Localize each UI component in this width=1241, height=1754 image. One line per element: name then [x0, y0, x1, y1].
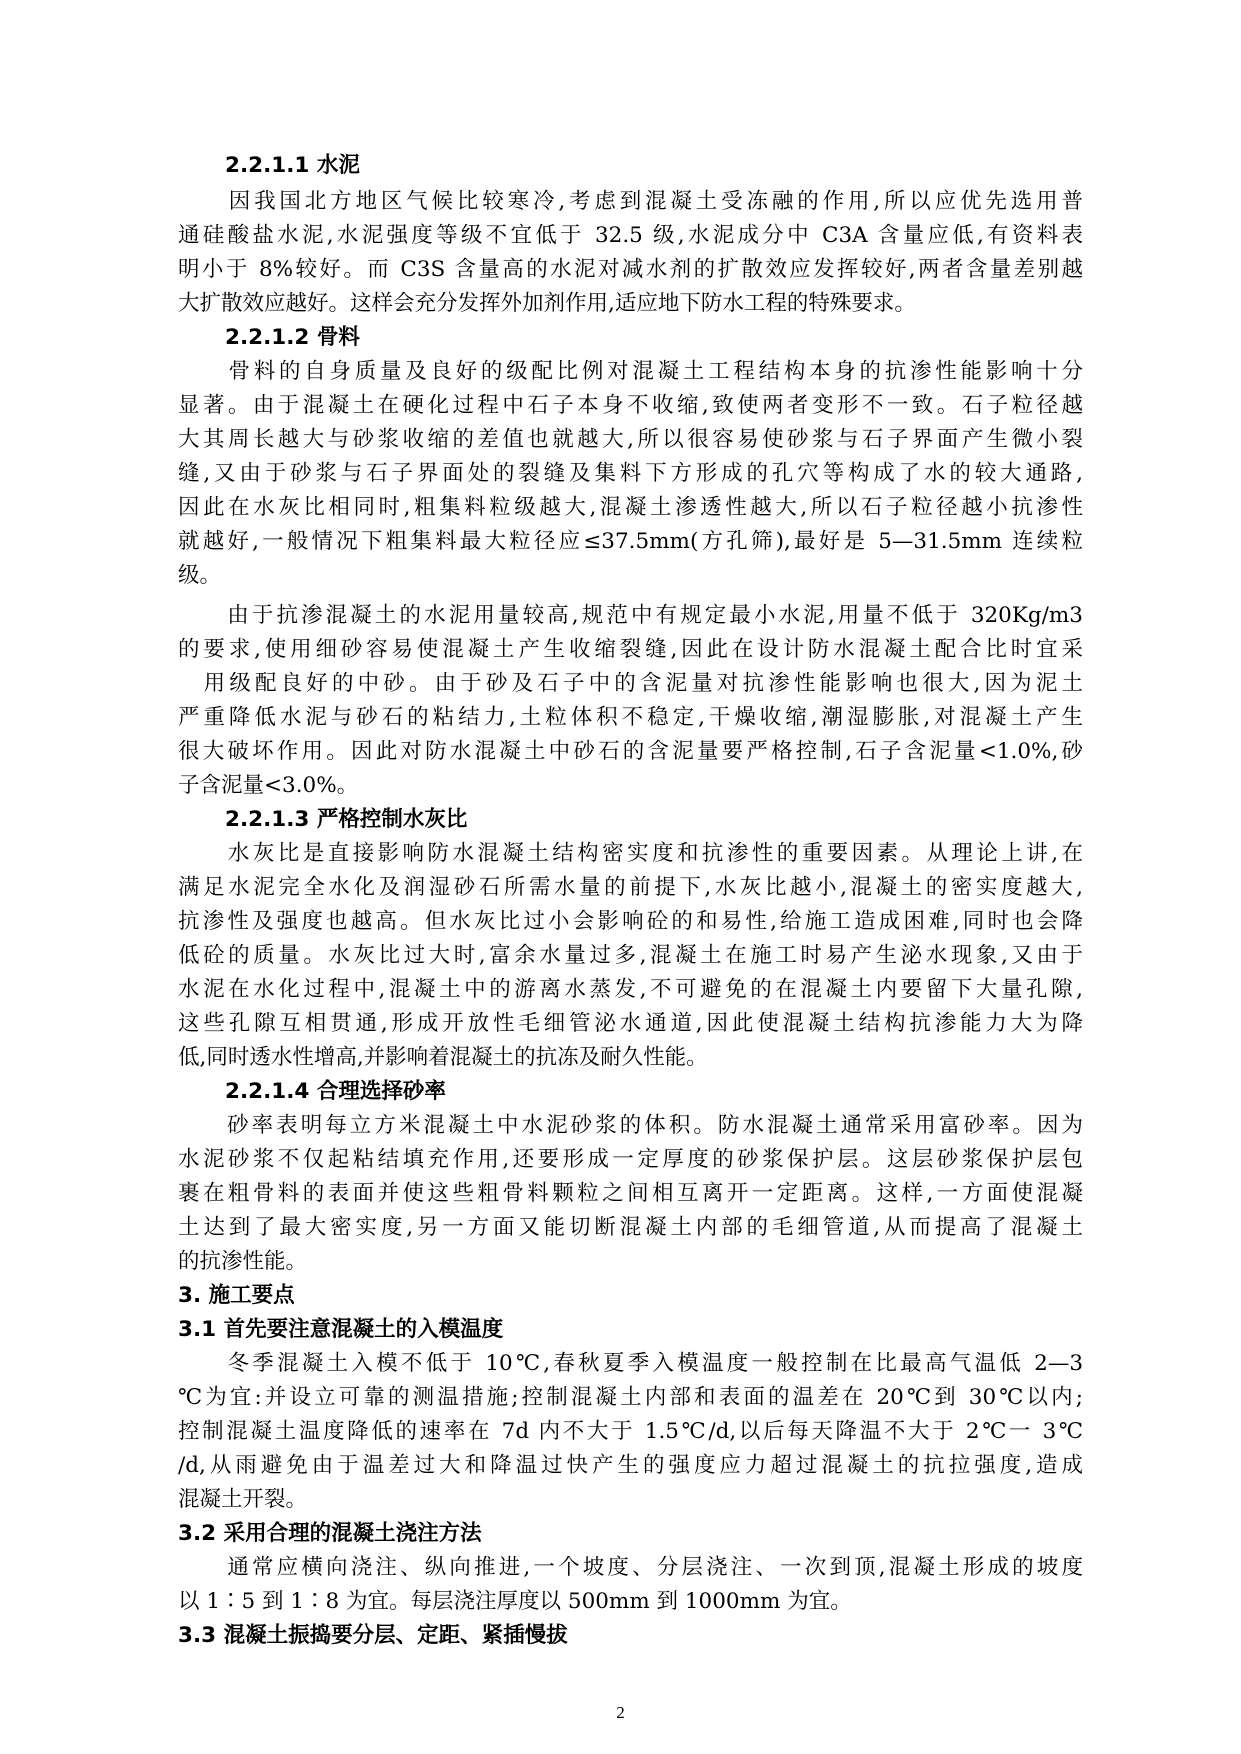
section-heading: 3. 施工要点 — [178, 1283, 295, 1308]
body-line: 明小于 8%较好。而 C3S 含量高的水泥对减水剂的扩散效应发挥较好,两者含量差别越 — [178, 257, 1083, 282]
body-line: 满足水泥完全水化及润湿砂石所需水量的前提下,水灰比越小,混凝土的密实度越大, — [178, 875, 1083, 900]
body-line: 的抗渗性能。 — [178, 1249, 308, 1274]
section-heading: 2.2.1.4 合理选择砂率 — [225, 1079, 446, 1104]
body-line: 很大破坏作用。因此对防水混凝土中砂石的含泥量要严格控制,石子含泥量<1.0%,砂 — [178, 739, 1083, 764]
body-line: 通硅酸盐水泥,水泥强度等级不宜低于 32.5 级,水泥成分中 C3A 含量应低,有资料表 — [178, 223, 1083, 248]
body-line: 骨料的自身质量及良好的级配比例对混凝土工程结构本身的抗渗性能影响十分 — [178, 359, 1083, 384]
body-line: ℃为宜:并设立可靠的测温措施;控制混凝土内部和表面的温差在 20℃到 30℃以内; — [178, 1385, 1083, 1410]
page-number: 2 — [616, 1703, 625, 1722]
body-line: 土达到了最大密实度,另一方面又能切断混凝土内部的毛细管道,从而提高了混凝土 — [178, 1215, 1083, 1240]
body-line: 子含泥量<3.0%。 — [178, 773, 359, 798]
section-heading: 2.2.1.3 严格控制水灰比 — [225, 807, 468, 832]
body-line: /d,从雨避免由于温差过大和降温过快产生的强度应力超过混凝土的抗拉强度,造成 — [178, 1453, 1083, 1478]
body-line: 大扩散效应越好。这样会充分发挥外加剂作用,适应地下防水工程的特殊要求。 — [178, 291, 916, 316]
body-line: 冬季混凝土入模不低于 10℃,春秋夏季入模温度一般控制在比最高气温低 2—3 — [178, 1351, 1083, 1376]
body-line: 的要求,使用细砂容易使混凝土产生收缩裂缝,因此在设计防水混凝土配合比时宜采 — [178, 637, 1083, 662]
body-line: 裹在粗骨料的表面并使这些粗骨料颗粒之间相互离开一定距离。这样,一方面使混凝 — [178, 1181, 1083, 1206]
section-heading: 2.2.1.2 骨料 — [225, 325, 360, 350]
body-line: 因此在水灰比相同时,粗集料粒级越大,混凝土渗透性越大,所以石子粒径越小抗渗性 — [178, 495, 1083, 520]
body-line: 低砼的质量。水灰比过大时,富余水量过多,混凝土在施工时易产生泌水现象,又由于 — [178, 943, 1083, 968]
body-line: 严重降低水泥与砂石的粘结力,土粒体积不稳定,干燥收缩,潮湿膨胀,对混凝土产生 — [178, 705, 1083, 730]
body-line: 水灰比是直接影响防水混凝土结构密实度和抗渗性的重要因素。从理论上讲,在 — [178, 841, 1083, 866]
body-line: 砂率表明每立方米混凝土中水泥砂浆的体积。防水混凝土通常采用富砂率。因为 — [178, 1113, 1083, 1138]
body-line: 以 1∶5 到 1∶8 为宜。每层浇注厚度以 500mm 到 1000mm 为宜。 — [178, 1589, 852, 1614]
body-line: 显著。由于混凝土在硬化过程中石子本身不收缩,致使两者变形不一致。石子粒径越 — [178, 393, 1083, 418]
section-heading: 3.2 采用合理的混凝土浇注方法 — [178, 1521, 482, 1546]
body-line: 用级配良好的中砂。由于砂及石子中的含泥量对抗渗性能影响也很大,因为泥土 — [178, 671, 1083, 696]
body-line: 水泥砂浆不仅起粘结填充作用,还要形成一定厚度的砂浆保护层。这层砂浆保护层包 — [178, 1147, 1083, 1172]
body-line: 这些孔隙互相贯通,形成开放性毛细管泌水通道,因此使混凝土结构抗渗能力大为降 — [178, 1011, 1083, 1036]
body-line: 抗渗性及强度也越高。但水灰比过小会影响砼的和易性,给施工造成困难,同时也会降 — [178, 909, 1083, 934]
body-line: 通常应横向浇注、纵向推进,一个坡度、分层浇注、一次到顶,混凝土形成的坡度 — [178, 1555, 1083, 1580]
body-line: 缝,又由于砂浆与石子界面处的裂缝及集料下方形成的孔穴等构成了水的较大通路, — [178, 461, 1083, 486]
body-line: 大其周长越大与砂浆收缩的差值也就越大,所以很容易使砂浆与石子界面产生微小裂 — [178, 427, 1083, 452]
body-line: 就越好,一般情况下粗集料最大粒径应≤37.5mm(方孔筛),最好是 5—31.5mm 连续粒 — [178, 529, 1083, 554]
body-line: 级。 — [178, 563, 222, 588]
body-line: 因我国北方地区气候比较寒冷,考虑到混凝土受冻融的作用,所以应优先选用普 — [178, 189, 1083, 214]
body-line: 低,同时透水性增高,并影响着混凝土的抗冻及耐久性能。 — [178, 1045, 708, 1070]
body-line: 控制混凝土温度降低的速率在 7d 内不大于 1.5℃/d,以后每天降温不大于 2℃一 3℃ — [178, 1419, 1083, 1444]
body-line: 水泥在水化过程中,混凝土中的游离水蒸发,不可避免的在混凝土内要留下大量孔隙, — [178, 977, 1083, 1002]
section-heading: 2.2.1.1 水泥 — [225, 153, 360, 178]
body-line: 由于抗渗混凝土的水泥用量较高,规范中有规定最小水泥,用量不低于 320Kg/m3 — [178, 603, 1083, 628]
section-heading: 3.3 混凝土振捣要分层、定距、紧插慢拔 — [178, 1623, 568, 1648]
body-line: 混凝土开裂。 — [178, 1487, 308, 1512]
section-heading: 3.1 首先要注意混凝土的入模温度 — [178, 1317, 504, 1342]
